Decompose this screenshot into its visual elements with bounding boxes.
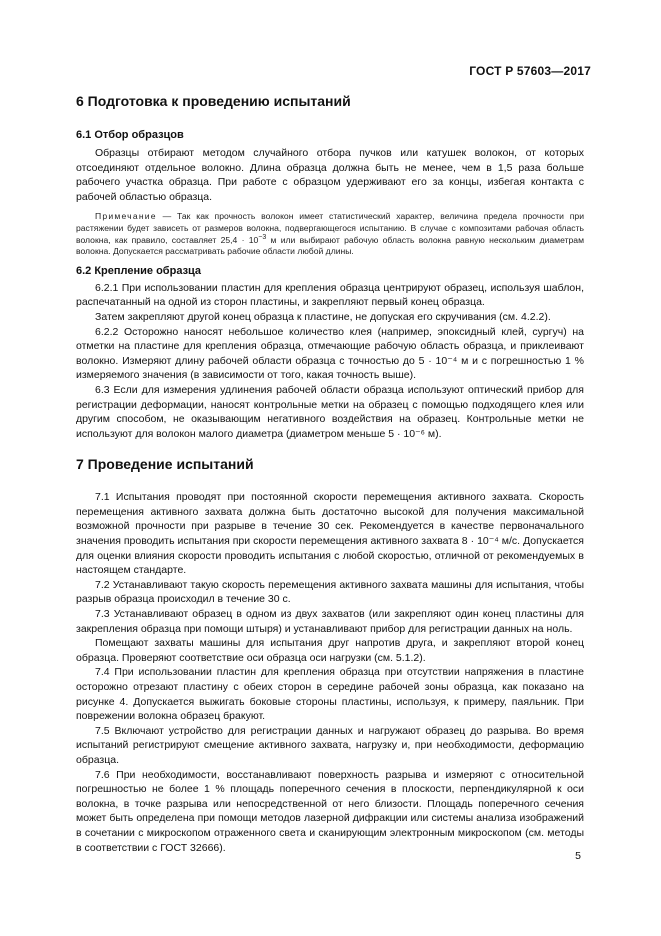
note-text-part2: м или выбирают рабочую область волокна равную нескольким диаметрам волокна. Допускается рассматривать рабочие области любой длины. bbox=[76, 234, 584, 257]
paragraph-6-2-1-cont: Затем закрепляют другой конец образца к пластине, не допуская его скручивания (см. 4.2.2). bbox=[95, 310, 551, 323]
note-text-part1: — Так как прочность волокон имеет статистический характер, величина предела прочности при растяжении будет зависеть от размеров волокна, подвергающегося испытанию. В случае с композитами рабочая область волокна, как правило, составляет 25,4 · 10 bbox=[76, 211, 584, 245]
paragraph-7-5: 7.5 Включают устройство для регистрации данных и нагружают образец до разрыва. Во время испытаний регистрируют смещение активного захвата, нагрузку и, при необходимости, деформацию образца. bbox=[76, 724, 584, 766]
paragraph-7-6: 7.6 При необходимости, восстанавливают поверхность разрыва и измеряют с относительной погрешностью не более 1 % площадь поперечного сечения в плоскости, перпендикулярной к оси волокна, в точке разрыва или непосредственной от него близости. Площадь поперечного сечения может быть определена при помощи методов лазерной дифракции или системы анализа изображений в сочетании с микроскопом отраженного света и сканирующим электронным микроскопом (см. методы в соответствии с ГОСТ 32666). bbox=[76, 768, 584, 854]
paragraph-7-2: 7.2 Устанавливают такую скорость перемещения активного захвата машины для испытания, чтобы разрыв образца происходил в течение 30 с. bbox=[76, 578, 584, 606]
section-7-heading: 7 Проведение испытаний bbox=[76, 456, 254, 473]
subsection-6-1-heading: 6.1 Отбор образцов bbox=[76, 129, 184, 141]
note-exponent: −3 bbox=[258, 233, 267, 241]
paragraph-7-3-cont: Помещают захваты машины для испытания друг напротив друга, и закрепляют второй конец образца. Проверяют соответствие оси образца оси нагрузки (см. 5.1.2). bbox=[76, 637, 584, 664]
page-number: 5 bbox=[575, 850, 581, 862]
paragraph-7-1: 7.1 Испытания проводят при постоянной скорости перемещения активного захвата. Скорость перемещения активного захвата должна быть достаточно высокой для получения максимальной возможной прочности при разрыве в течение 30 сек. Рекомендуется в качестве первоначального значения проводить испытания при скорости перемещения активного захвата 8 · 10⁻⁴ м/с. Допускается для оценки влияния скорости проводить испытания с любой скоростью, отличной от рекомендуемых в настоящем стандарте. bbox=[76, 491, 584, 577]
paragraph-6-1: Образцы отбирают методом случайного отбора пучков или катушек волокон, от которых отсоединяют отдельное волокно. Длина образца должна быть не менее, чем в 1,5 раза больше рабочего участка образца. При работе с образцом удерживают его за концы, избегая контакта с рабочей областью образца. bbox=[76, 147, 584, 203]
paragraph-7-3: 7.3 Устанавливают образец в одном из двух захватов (или закрепляют один конец пластины для закрепления образца при помощи штыря) и устанавливают прибор для регистрации данных на ноль. bbox=[76, 608, 584, 635]
page-content bbox=[76, 92, 584, 855]
paragraph-6-2-2: 6.2.2 Осторожно наносят небольшое количество клея (например, эпоксидный клей, сургуч) на отметки на пластине для крепления образца, отмечающие рабочую область образца, и приклеивают волокно. Измеряют длину рабочей области образца с точностью до 5 · 10⁻⁴ м и с погрешностью 1 % измеряемого значения (в зависимости от того, какая точность выше). bbox=[76, 325, 584, 382]
section-6-heading: 6 Подготовка к проведению испытаний bbox=[76, 93, 351, 109]
paragraph-7-4: 7.4 При использовании пластин для крепления образца при отсутствии напряжения в пластине осторожно отрезают пластину с обеих сторон в середине рабочей зоны образца, как показано на рисунке 4. Допускается выжигать боковые стороны пластины, используя, к примеру, паяльник. При поврежении волокна образец бракуют. bbox=[76, 666, 584, 723]
paragraph-6-3: 6.3 Если для измерения удлинения рабочей области образца используют оптический прибор для регистрации деформации, наносят контрольные метки на образец с помощью подходящего клея или другим способом, не оказывающим негативного воздействия на образец. Контрольные метки не используют для волокон малого диаметра (диаметром меньше 5 · 10⁻⁶ м). bbox=[76, 383, 584, 440]
document-code: ГОСТ Р 57603—2017 bbox=[469, 64, 591, 78]
paragraph-6-2-1: 6.2.1 При использовании пластин для крепления образца центрируют образец, используя шаблон, распечатанный на одной из сторон пластины, и закрепляют первый конец образца. bbox=[76, 281, 584, 309]
note-block bbox=[76, 211, 584, 257]
note-label: Примечание bbox=[95, 211, 157, 222]
subsection-6-2-heading: 6.2 Крепление образца bbox=[76, 264, 202, 277]
note-paragraph bbox=[76, 211, 584, 257]
